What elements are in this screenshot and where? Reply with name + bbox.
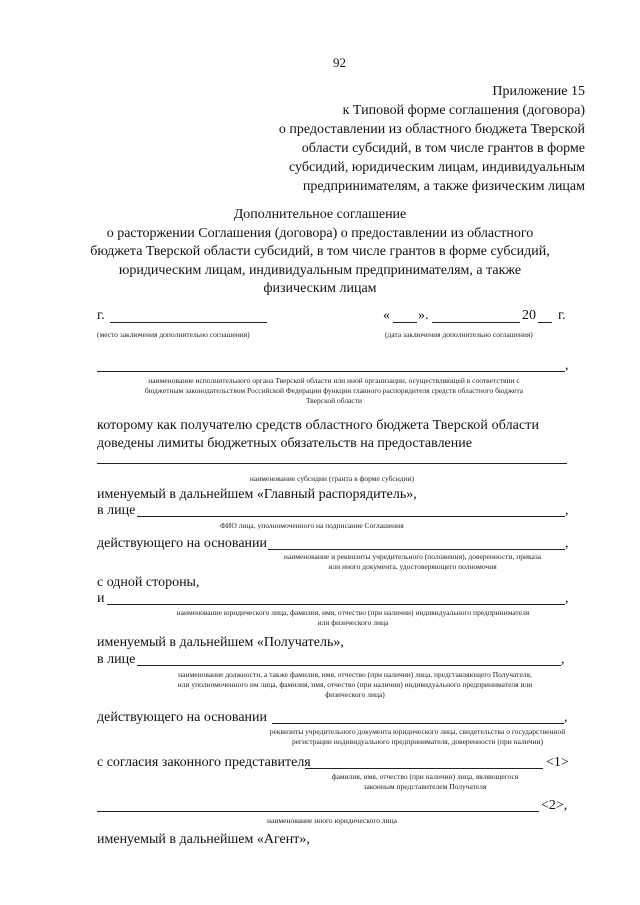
- date-open-quote: «: [383, 308, 390, 323]
- subsidy-caption: наименование субсидии (гранта в форме субсидии): [249, 474, 415, 483]
- other-entity-footnote: <2>,: [541, 798, 568, 813]
- main-distributor-in-person-caption: ФИО лица, уполномоченного на подписание Соглашения: [220, 521, 404, 530]
- document-title: [60, 206, 580, 299]
- caption-line: фамилия, имя, отчество (при наличии) лица, являющегося: [331, 772, 519, 781]
- date-year-suffix: г.: [558, 308, 566, 323]
- title-line: юридическим лицам, индивидуальным предпринимателям, а также: [118, 262, 522, 278]
- main-distributor-named: именуемый в дальнейшем «Главный распорядитель»,: [97, 487, 417, 502]
- recipient-basis-caption: [250, 727, 585, 747]
- recipient-basis-comma: ,: [564, 710, 568, 725]
- main-distributor-basis-label: действующего на основании: [97, 536, 268, 551]
- date-caption: (дата заключения дополнительно соглашения): [385, 330, 533, 339]
- appendix-line: о предоставлении из областного бюджета Тверской: [278, 122, 585, 137]
- other-entity-caption: наименование иного юридического лица: [267, 816, 397, 825]
- recipient-text: [97, 417, 573, 453]
- title-line: о расторжении Соглашения (договора) о предоставлении из областного: [106, 225, 534, 241]
- legal-rep-footnote: <1>: [546, 755, 569, 770]
- place-field[interactable]: [110, 322, 267, 323]
- caption-line: наименование и реквизиты учредительного (положения), доверенности, приказа: [283, 552, 542, 561]
- recipient-in-person-comma: ,: [561, 652, 565, 667]
- main-distributor-in-person-label: в лице: [97, 503, 136, 518]
- subsidy-field[interactable]: [97, 463, 567, 464]
- title-line: бюджета Тверской области субсидий, в том числе грантов в форме субсидий,: [90, 244, 550, 259]
- recipient-text-line: которому как получателю средств областного бюджета Тверской области: [97, 418, 540, 433]
- executive-body-field[interactable]: [97, 371, 565, 372]
- caption-line: или иного документа, удостоверяющего полномочия: [328, 562, 497, 571]
- date-year-field[interactable]: [538, 322, 552, 323]
- legal-rep-caption: [290, 772, 560, 792]
- date-day-field[interactable]: [393, 322, 417, 323]
- title-line: физическим лицам: [263, 281, 377, 296]
- title-line: Дополнительное соглашение: [233, 207, 407, 222]
- caption-line: физического лица): [325, 690, 385, 699]
- caption-line: регистрации индивидуального предпринимателя, доверенности (при наличии): [291, 737, 544, 746]
- recipient-basis-label: действующего на основании: [97, 710, 268, 725]
- recipient-name-comma: ,: [565, 591, 569, 606]
- caption-line: или уполномоченного им лица, фамилия, имя, отчество (при наличии) индивидуального предпринимателя или: [177, 680, 533, 689]
- recipient-in-person-label: в лице: [97, 652, 136, 667]
- caption-line: наименование юридического лица, фамилия, имя, отчество (при наличии) индивидуального предпринимателя: [176, 608, 530, 617]
- appendix-line: Приложение 15: [492, 84, 585, 99]
- date-month-field[interactable]: [432, 322, 520, 323]
- main-distributor-in-person-field[interactable]: [137, 516, 565, 517]
- main-distributor-basis-caption: [240, 552, 585, 572]
- place-prefix: г.: [97, 308, 105, 323]
- caption-line: реквизиты учредительного документа юридического лица, свидетельства о государственной: [269, 727, 566, 736]
- recipient-basis-field[interactable]: [272, 723, 564, 724]
- executive-body-caption: [97, 376, 571, 406]
- recipient-in-person-caption: [120, 670, 590, 700]
- caption-line: наименование должности, а также фамилия, имя, отчество (при наличии) лица, представляющего Получателя,: [178, 670, 532, 679]
- recipient-name-field[interactable]: [107, 604, 565, 605]
- main-distributor-basis-comma: ,: [565, 536, 569, 551]
- caption-line: Тверской области: [305, 396, 363, 405]
- page-number: 92: [333, 55, 346, 70]
- recipient-in-person-field[interactable]: [137, 665, 561, 666]
- appendix-line: к Типовой форме соглашения (договора): [342, 103, 585, 118]
- one-side-text: с одной стороны,: [97, 575, 200, 590]
- agent-named: именуемый в дальнейшем «Агент»,: [97, 832, 310, 847]
- other-entity-field[interactable]: [97, 811, 539, 812]
- date-year-prefix: 20: [522, 308, 536, 323]
- main-distributor-basis-field[interactable]: [268, 549, 565, 550]
- date-close-quote: ».: [418, 308, 429, 323]
- caption-line: наименование исполнительного органа Тверской области или иной организации, осуществляющей в соответствии с: [148, 376, 520, 385]
- legal-rep-field[interactable]: [305, 768, 543, 769]
- place-caption: (место заключения дополнительно соглашения): [97, 330, 250, 339]
- recipient-and-label: и: [97, 591, 105, 606]
- appendix-line: субсидий, юридическим лицам, индивидуальным: [289, 160, 585, 175]
- caption-line: или физического лица: [317, 618, 389, 627]
- main-distributor-in-person-comma: ,: [565, 503, 569, 518]
- recipient-named: именуемый в дальнейшем «Получатель»,: [97, 635, 344, 650]
- legal-rep-label: с согласия законного представителя: [97, 755, 311, 770]
- appendix-line: области субсидий, в том числе грантов в форме: [301, 141, 585, 156]
- appendix-block: [279, 82, 585, 196]
- recipient-text-line: доведены лимиты бюджетных обязательств на предоставление: [97, 436, 472, 451]
- caption-line: законным представителем Получателя: [363, 782, 487, 791]
- caption-line: бюджетным законодательством Российской Федерации функции главного распорядителя средств областного бюджета: [144, 386, 524, 395]
- executive-body-comma: ,: [565, 358, 569, 373]
- recipient-name-caption: [120, 608, 586, 628]
- appendix-line: предпринимателям, а также физическим лицам: [302, 179, 585, 194]
